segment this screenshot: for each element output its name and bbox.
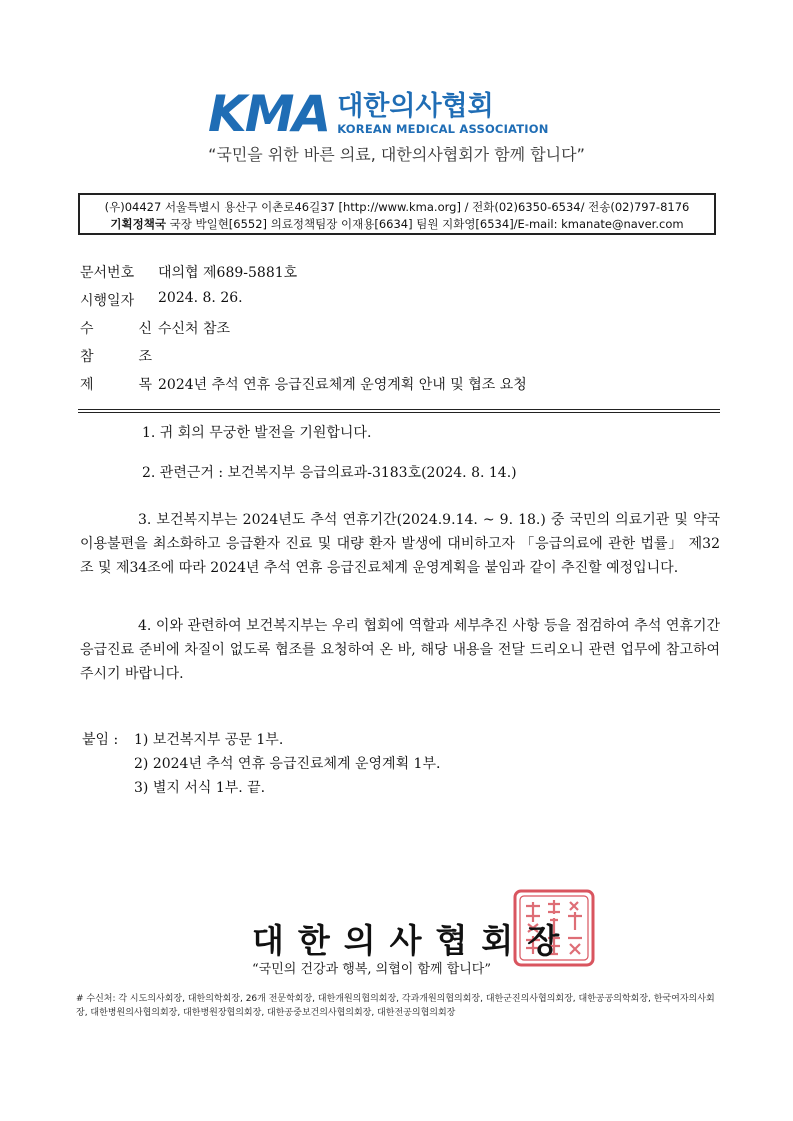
meta-label: 참 bbox=[80, 349, 94, 365]
meta-value: 2024년 추석 연휴 응급진료체계 운영계획 안내 및 협조 요청 bbox=[158, 377, 527, 393]
attachments-label: 붙임 : bbox=[82, 732, 119, 748]
contact-address-line: (우)04427 서울특별시 용산구 이촌로46길37 [http://www.kma.org] / 전화(02)6350-6534/ 전송(02)797-8176 bbox=[104, 200, 690, 214]
attachment-item: 3) 별지 서식 1부. 끝. bbox=[134, 780, 266, 796]
signature-title: 대한의사협회장 bbox=[252, 921, 574, 960]
attachment-item: 2) 2024년 추석 연휴 응급진료체계 운영계획 1부. bbox=[134, 756, 441, 772]
attachment-item: 1) 보건복지부 공문 1부. bbox=[134, 732, 284, 748]
meta-value: 수신처 참조 bbox=[158, 321, 231, 337]
contact-box bbox=[78, 193, 716, 235]
meta-label: 목 bbox=[138, 377, 152, 393]
meta-label: 수 bbox=[80, 321, 94, 337]
contact-dept: 기획정책국 bbox=[110, 217, 166, 231]
document-meta bbox=[80, 262, 720, 402]
meta-label: 제 bbox=[80, 377, 94, 393]
meta-row-reference bbox=[80, 346, 720, 374]
attachments bbox=[82, 728, 440, 800]
divider bbox=[78, 412, 720, 413]
body-paragraph-3: 3. 보건복지부는 2024년도 추석 연휴기간(2024.9.14. ~ 9. 18.) 중 국민의 의료기관 및 약국 이용불편을 최소화하고 응급환자 진료 및 대량 환자 발생에 대비하고자 「응급의료에 관한 법률」 제32조 및 제34조에 따라 2024년 추석 연휴 응급진료체계 운영계획을 붙임과 같이 추진할 예정입니다. bbox=[80, 512, 720, 576]
body-paragraph-1: 1. 귀 회의 무궁한 발전을 기원합니다. bbox=[142, 425, 372, 441]
kma-logo bbox=[208, 85, 549, 143]
org-name-ko: 대한의사협회 bbox=[337, 91, 494, 122]
header-slogan: “국민을 위한 바른 의료, 대한의사협회가 함께 합니다” bbox=[208, 145, 585, 164]
meta-label: 조 bbox=[138, 349, 152, 365]
org-name-en: KOREAN MEDICAL ASSOCIATION bbox=[337, 122, 549, 136]
meta-label: 신 bbox=[138, 321, 152, 337]
logo-wordmark: KMA bbox=[208, 85, 330, 143]
body-paragraph-2: 2. 관련근거 : 보건복지부 응급의료과-3183호(2024. 8. 14.) bbox=[142, 465, 517, 481]
meta-value: 2024. 8. 26. bbox=[158, 290, 243, 306]
recipients-list: # 수신처: 각 시도의사회장, 대한의학회장, 26개 전문학회장, 대한개원의협의회장, 각과개원의협의회장, 대한군진의사협의회장, 대한공공의학회장, 한국여자의사회장, 대한병원의사협의회장, 대한병원장협의회장, 대한공중보건의사협의회장, 대한전공의협의회장 bbox=[76, 994, 715, 1018]
meta-label: 시행일자 bbox=[80, 293, 135, 309]
meta-row-recipient bbox=[80, 318, 720, 346]
divider bbox=[78, 409, 720, 410]
contact-staff: 국장 박일현[6552] 의료정책팀장 이재용[6634] 팀원 지화영[6534]/E-mail: kmanate@naver.com bbox=[165, 217, 684, 231]
contact-staff-line bbox=[80, 216, 714, 233]
meta-row-subject bbox=[80, 374, 720, 402]
meta-row-date bbox=[80, 290, 720, 318]
body-paragraph-4: 4. 이와 관련하여 보건복지부는 우리 협회에 역할과 세부추진 사항 등을 점검하여 추석 연휴기간 응급진료 준비에 차질이 없도록 협조를 요청하여 온 바, 해당 내용을 전달 드리오니 관련 업무에 참고하여 주시기 바랍니다. bbox=[80, 618, 720, 682]
meta-row-docnum bbox=[80, 262, 720, 290]
meta-value: 대의협 제689-5881호 bbox=[158, 265, 298, 281]
signature-slogan: “국민의 건강과 행복, 의협이 함께 합니다” bbox=[252, 962, 492, 977]
meta-label: 문서번호 bbox=[80, 265, 135, 281]
